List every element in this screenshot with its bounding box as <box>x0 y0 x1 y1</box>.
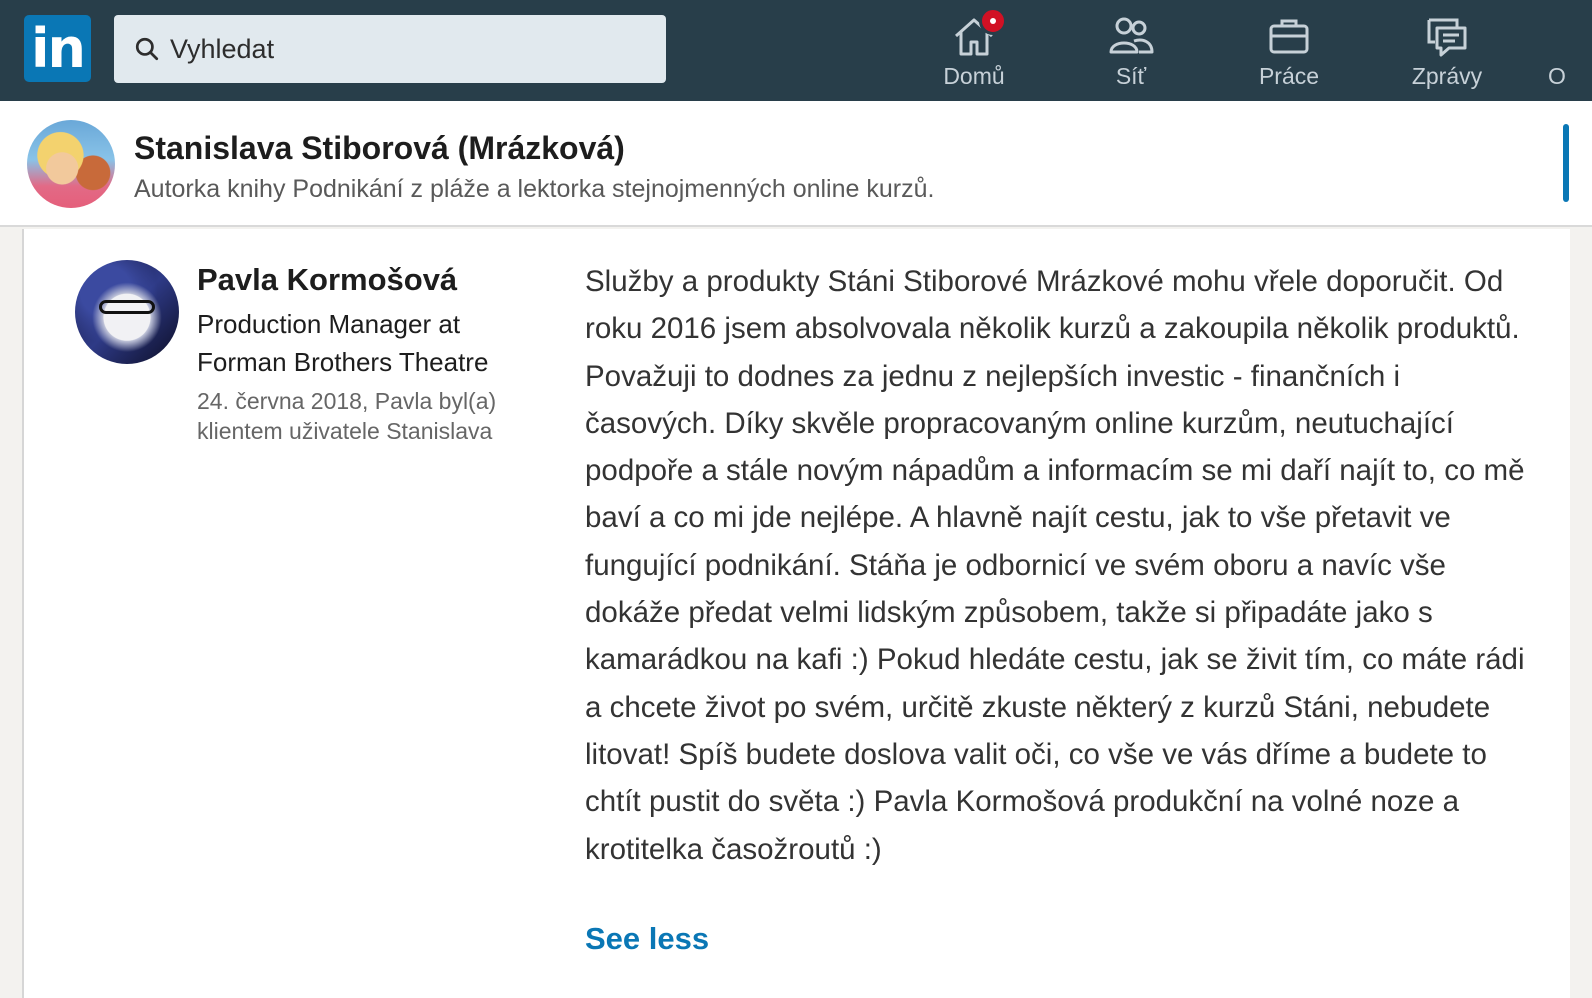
nav-home-label: Domů <box>943 63 1005 89</box>
profile-name[interactable]: Stanislava Stiborová (Mrázková) <box>134 130 625 166</box>
recommender-avatar[interactable] <box>75 260 179 364</box>
see-less-link[interactable]: See less <box>585 921 710 956</box>
recommender-title: Production Manager at Forman Brothers Theatre <box>197 309 489 377</box>
nav-home[interactable] <box>914 14 1034 94</box>
messages-icon <box>1423 14 1471 58</box>
profile-action-edge[interactable] <box>1563 124 1569 202</box>
top-navigation-bar <box>0 0 1592 101</box>
recommendation-meta: 24. června 2018, Pavla byl(a) klientem uživatele Stanislava <box>197 388 497 444</box>
nav-jobs-label: Práce <box>1258 63 1320 89</box>
nav-jobs[interactable] <box>1229 14 1349 94</box>
nav-more[interactable] <box>1540 14 1592 94</box>
nav-more-label: O <box>1548 63 1566 89</box>
profile-avatar[interactable] <box>27 120 115 208</box>
nav-network[interactable] <box>1071 14 1191 94</box>
search-box[interactable] <box>114 15 666 83</box>
search-input[interactable] <box>170 34 630 65</box>
nav-messages[interactable] <box>1387 14 1507 94</box>
recommender-name[interactable]: Pavla Kormošová <box>197 262 458 297</box>
nav-messages-label: Zprávy <box>1411 63 1483 89</box>
network-icon <box>1107 14 1155 58</box>
nav-network-label: Síť <box>1115 63 1147 89</box>
linkedin-logo[interactable]: in <box>24 15 91 82</box>
briefcase-icon <box>1265 14 1313 58</box>
profile-headline: Autorka knihy Podnikání z pláže a lektorka stejnojmenných online kurzů. <box>134 175 935 203</box>
avatar-glasses <box>99 300 155 314</box>
recommendation-text: Služby a produkty Stáni Stiborové Mrázkové mohu vřele doporučit. Od roku 2016 jsem absolvovala několik kurzů a zakoupila několik produktů. Považuji to dodnes za jednu z nejlepších investic - finančních i časových. Díky skvěle propracovaným online kurzům, neutuchající podpoře a stále novým nápadům a informacím se mi daří najít to, co mě baví a co mi jde nejlépe. A hlavně najít cestu, jak to vše přetavit ve fungující podnikání. Stáňa je odbornicí ve svém oboru a navíc vše dokáže předat velmi lidským způsobem, takže si připadáte jako s kamarádkou na kafi :) Pokud hledáte cestu, jak se živit tím, co máte rádi a chcete život po svém, určitě zkuste některý z kurzů Stáni, nebudete litovat! Spíš budete doslova valit oči, co vše ve vás dříme a budete to chtít pustit do světa :) Pavla Kormošová produkční na volné noze a krotitelka časožroutů :) <box>585 265 1525 866</box>
notification-badge <box>979 7 1007 35</box>
search-icon <box>134 36 160 62</box>
